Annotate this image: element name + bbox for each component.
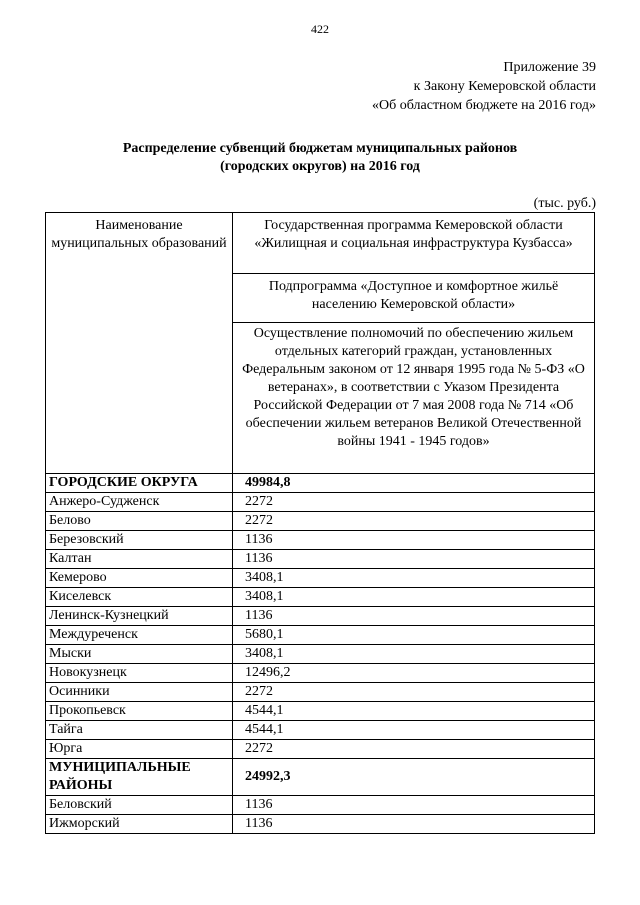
row-value-cell: 1136 xyxy=(233,550,595,569)
table-row xyxy=(46,796,595,815)
table-row xyxy=(46,588,595,607)
row-value-cell: 2272 xyxy=(233,512,595,531)
row-value-cell: 49984,8 xyxy=(233,474,595,493)
row-name-cell: Беловский xyxy=(46,796,233,815)
table-row xyxy=(46,664,595,683)
row-name-cell: Ижморский xyxy=(46,815,233,834)
row-name-cell: ГОРОДСКИЕ ОКРУГА xyxy=(46,474,233,493)
row-name-cell: Юрга xyxy=(46,740,233,759)
table-row xyxy=(46,702,595,721)
row-name-cell: Новокузнецк xyxy=(46,664,233,683)
row-value-cell: 3408,1 xyxy=(233,569,595,588)
table-row xyxy=(46,569,595,588)
row-value-cell: 12496,2 xyxy=(233,664,595,683)
table-row xyxy=(46,512,595,531)
row-value-cell: 4544,1 xyxy=(233,702,595,721)
row-value-cell: 2272 xyxy=(233,493,595,512)
appendix-block xyxy=(372,58,596,115)
row-value-cell: 1136 xyxy=(233,607,595,626)
appendix-line-1: Приложение 39 xyxy=(503,60,596,75)
row-name-cell: Кемерово xyxy=(46,569,233,588)
table-row xyxy=(46,626,595,645)
units-label: (тыс. руб.) xyxy=(533,196,596,211)
table-row xyxy=(46,721,595,740)
row-name-cell: Белово xyxy=(46,512,233,531)
table-row xyxy=(46,607,595,626)
header-program-cell: Государственная программа Кемеровской области «Жилищная и социальная инфраструктура Кузбасса» xyxy=(233,213,595,274)
table-row xyxy=(46,493,595,512)
row-value-cell: 1136 xyxy=(233,531,595,550)
table-row xyxy=(46,645,595,664)
row-name-cell: Прокопьевск xyxy=(46,702,233,721)
row-name-cell: Киселевск xyxy=(46,588,233,607)
title-line-1: Распределение субвенций бюджетам муниципальных районов xyxy=(122,141,518,156)
table-row xyxy=(46,683,595,702)
table-row xyxy=(46,550,595,569)
row-value-cell: 2272 xyxy=(233,740,595,759)
appendix-line-2: к Закону Кемеровской области xyxy=(413,79,596,94)
table-row xyxy=(46,815,595,834)
row-name-cell: Березовский xyxy=(46,531,233,550)
header-subprogram-cell: Подпрограмма «Доступное и комфортное жильё населению Кемеровской области» xyxy=(233,274,595,323)
row-value-cell: 3408,1 xyxy=(233,588,595,607)
row-value-cell: 3408,1 xyxy=(233,645,595,664)
row-name-cell: Мыски xyxy=(46,645,233,664)
appendix-line-3: «Об областном бюджете на 2016 год» xyxy=(372,98,596,113)
row-name-cell: Тайга xyxy=(46,721,233,740)
row-value-cell: 2272 xyxy=(233,683,595,702)
row-name-cell: Осинники xyxy=(46,683,233,702)
row-name-cell: Калтан xyxy=(46,550,233,569)
document-title xyxy=(0,140,640,176)
row-value-cell: 1136 xyxy=(233,815,595,834)
page-number: 422 xyxy=(311,22,329,36)
distribution-table xyxy=(45,212,595,834)
row-value-cell: 24992,3 xyxy=(233,759,595,796)
table-row xyxy=(46,759,595,796)
row-name-cell: МУНИЦИПАЛЬНЫЕ РАЙОНЫ xyxy=(46,759,233,796)
header-activity-cell: Осуществление полномочий по обеспечению жильем отдельных категорий граждан, установленных Федеральным законом от 12 января 1995 года № 5-ФЗ «О ветеранах», в соответствии с Указом Президента Российской Федерации от 7 мая 2008 года № 714 «Об обеспечении жильем ветеранов Великой Отечественной войны 1941 - 1945 годов» xyxy=(233,323,595,474)
header-name-cell: Наименование муниципальных образований xyxy=(46,213,233,474)
row-value-cell: 4544,1 xyxy=(233,721,595,740)
row-name-cell: Ленинск-Кузнецкий xyxy=(46,607,233,626)
row-value-cell: 5680,1 xyxy=(233,626,595,645)
table-row xyxy=(46,740,595,759)
row-name-cell: Анжеро-Судженск xyxy=(46,493,233,512)
header-row xyxy=(46,213,595,274)
title-line-2: (городских округов) на 2016 год xyxy=(220,159,420,174)
table-row xyxy=(46,474,595,493)
row-value-cell: 1136 xyxy=(233,796,595,815)
table-row xyxy=(46,531,595,550)
row-name-cell: Междуреченск xyxy=(46,626,233,645)
